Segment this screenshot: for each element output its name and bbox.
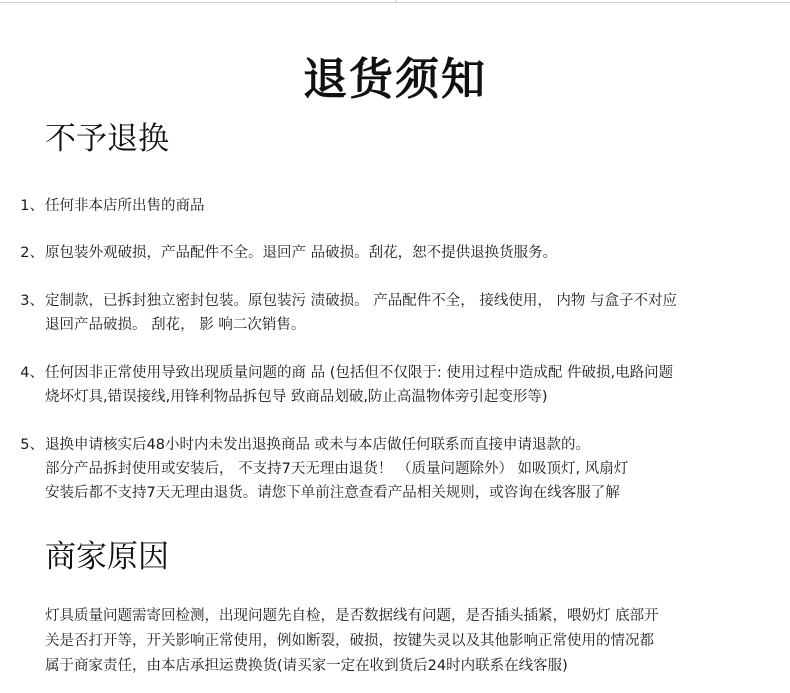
rule-number: 1、 bbox=[20, 198, 44, 214]
section-heading-merchant-reason: 商家原因 bbox=[45, 539, 169, 575]
rule-item-3 bbox=[18, 289, 788, 337]
rule-text-line: 原包装外观破损，产品配件不全。退回产 品破损。刮花，恕不提供退换货服务。 bbox=[45, 245, 558, 261]
top-divider-tick bbox=[395, 0, 396, 3]
rule-text-line: 退回产品破损。 刮花， 影 响二次销售。 bbox=[45, 317, 306, 333]
rule-item-4 bbox=[18, 361, 788, 409]
rule-number: 4、 bbox=[20, 365, 44, 381]
merchant-reason-paragraph bbox=[45, 604, 785, 679]
rule-item-2 bbox=[18, 241, 788, 265]
rule-number: 2、 bbox=[20, 245, 44, 261]
paragraph-line: 属于商家责任，由本店承担运费换货(请买家一定在收到货后24时内联系在线客服) bbox=[45, 658, 568, 674]
rule-number: 3、 bbox=[20, 293, 44, 309]
paragraph-line: 关是否打开等，开关影响正常使用，例如断裂，破损，按键失灵以及其他影响正常使用的情况都 bbox=[45, 633, 654, 649]
rule-item-1 bbox=[18, 194, 788, 218]
rule-text-line: 任何非本店所出售的商品 bbox=[45, 198, 205, 214]
rule-text-line: 任何因非正常使用导致出现质量问题的商 品 (包括但不仅限于: 使用过程中造成配 件破损,电路问题 bbox=[45, 365, 674, 381]
rule-text-line: 烧坏灯具,错误接线,用锋利物品拆包导 致商品划破,防止高温物体旁引起变形等) bbox=[45, 389, 548, 405]
rule-text-line: 部分产品拆封使用或安装后， 不支持7天无理由退货！ （质量问题除外） 如吸顶灯, 风扇灯 bbox=[45, 461, 629, 477]
page-title: 退货须知 bbox=[303, 54, 487, 105]
rule-number: 5、 bbox=[20, 437, 44, 453]
rule-text-line: 定制款，已拆封独立密封包装。原包装污 渍破损。 产品配件不全， 接线使用， 内物 与盒子不对应 bbox=[45, 293, 678, 309]
section-heading-no-return: 不予退换 bbox=[45, 121, 169, 157]
rule-text-line: 安装后都不支持7天无理由退货。请您下单前注意查看产品相关规则，或咨询在线客服了解 bbox=[45, 485, 620, 501]
paragraph-line: 灯具质量问题需寄回检测，出现问题先自检，是否数据线有问题，是否插头插紧，喂奶灯 底部开 bbox=[45, 608, 659, 624]
rule-item-5 bbox=[18, 433, 788, 505]
rule-text-line: 退换申请核实后48小时内未发出退换商品 或未与本店做任何联系而直接申请退款的。 bbox=[45, 437, 591, 453]
